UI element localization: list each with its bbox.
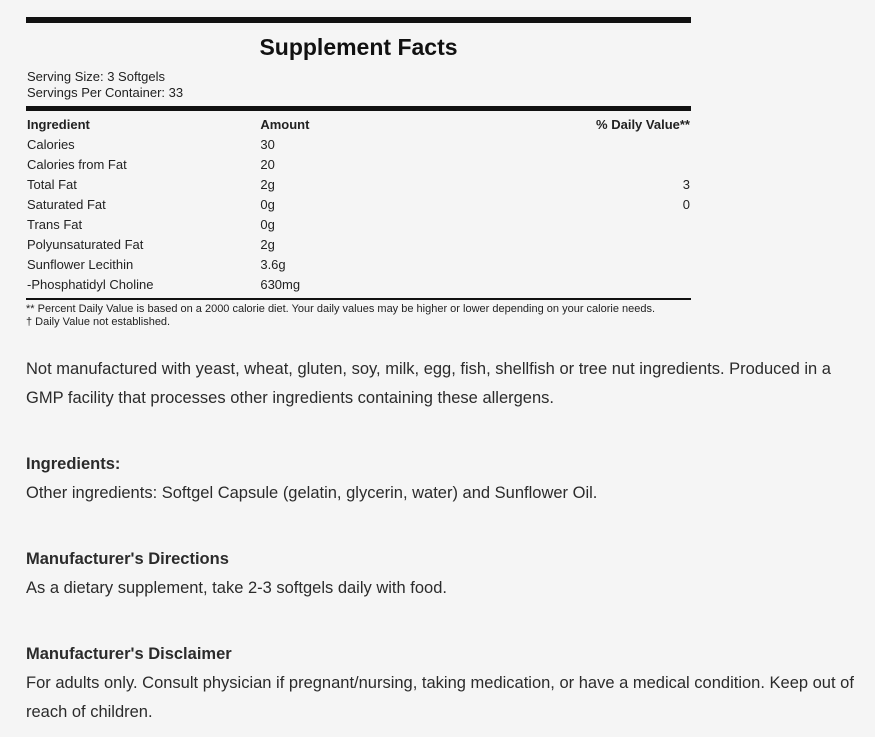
row-daily-value: [515, 155, 691, 175]
directions-heading: Manufacturer's Directions: [26, 550, 229, 568]
serving-info: [27, 69, 691, 101]
table-row: [26, 195, 691, 215]
table-row: [26, 175, 691, 195]
disclaimer-text: For adults only. Consult physician if pregnant/nursing, taking medication, or have a medical condition. Keep out of reach of children.: [26, 674, 854, 721]
ingredients-text: Other ingredients: Softgel Capsule (gelatin, glycerin, water) and Sunflower Oil.: [26, 484, 598, 502]
table-row: [26, 155, 691, 175]
disclaimer-heading: Manufacturer's Disclaimer: [26, 645, 232, 663]
table-row: [26, 235, 691, 255]
row-ingredient: Polyunsaturated Fat: [27, 237, 144, 252]
row-amount: 0g: [260, 217, 275, 232]
row-ingredient: Calories from Fat: [27, 157, 127, 172]
row-amount: 3.6g: [260, 257, 286, 272]
row-ingredient: -Phosphatidyl Choline: [27, 277, 154, 292]
row-amount: 2g: [260, 177, 275, 192]
header-ingredient: Ingredient: [27, 117, 90, 132]
ingredients-section: [26, 450, 856, 508]
row-daily-value: [515, 135, 691, 155]
middle-rule: [26, 106, 691, 111]
row-ingredient: Trans Fat: [27, 217, 83, 232]
disclaimer-section: [26, 640, 856, 727]
directions-section: [26, 545, 856, 603]
bottom-rule: [26, 298, 691, 300]
allergen-note: Not manufactured with yeast, wheat, gluten, soy, milk, egg, fish, shellfish or tree nut ingredients. Produced in a GMP facility that processes other ingredients containing these allergens.: [26, 360, 831, 407]
row-daily-value: [515, 215, 691, 235]
row-amount: 20: [260, 157, 275, 172]
table-row: [26, 275, 691, 295]
header-amount: Amount: [260, 117, 310, 132]
row-daily-value: [515, 275, 691, 295]
facts-title: Supplement Facts: [259, 34, 458, 60]
supplement-facts-panel: [26, 17, 691, 329]
footnote-not-established: † Daily Value not established.: [26, 316, 171, 328]
row-amount: 30: [260, 137, 275, 152]
footnote-daily-value: ** Percent Daily Value is based on a 2000 calorie diet. Your daily values may be higher or lower depending on your calorie needs.: [26, 303, 656, 315]
row-amount: 630mg: [260, 277, 301, 292]
serving-size: Serving Size: 3 Softgels: [27, 69, 166, 84]
row-daily-value: 3: [682, 177, 690, 192]
row-ingredient: Calories: [27, 137, 75, 152]
footnotes: [26, 303, 691, 329]
servings-per-container: Servings Per Container: 33: [27, 85, 184, 100]
table-row: [26, 135, 691, 155]
header-daily-value: % Daily Value**: [596, 117, 690, 132]
row-daily-value: [515, 235, 691, 255]
row-daily-value: [515, 255, 691, 275]
row-daily-value: 0: [682, 197, 690, 212]
row-ingredient: Saturated Fat: [27, 197, 106, 212]
row-amount: 2g: [260, 237, 275, 252]
table-header-row: [26, 115, 691, 135]
row-ingredient: Total Fat: [27, 177, 77, 192]
row-ingredient: Sunflower Lecithin: [27, 257, 134, 272]
table-row: [26, 215, 691, 235]
nutrition-table: [26, 115, 691, 295]
row-amount: 0g: [260, 197, 275, 212]
top-rule: [26, 17, 691, 23]
ingredients-heading: Ingredients:: [26, 455, 121, 473]
table-row: [26, 255, 691, 275]
directions-text: As a dietary supplement, take 2-3 softgels daily with food.: [26, 579, 447, 597]
